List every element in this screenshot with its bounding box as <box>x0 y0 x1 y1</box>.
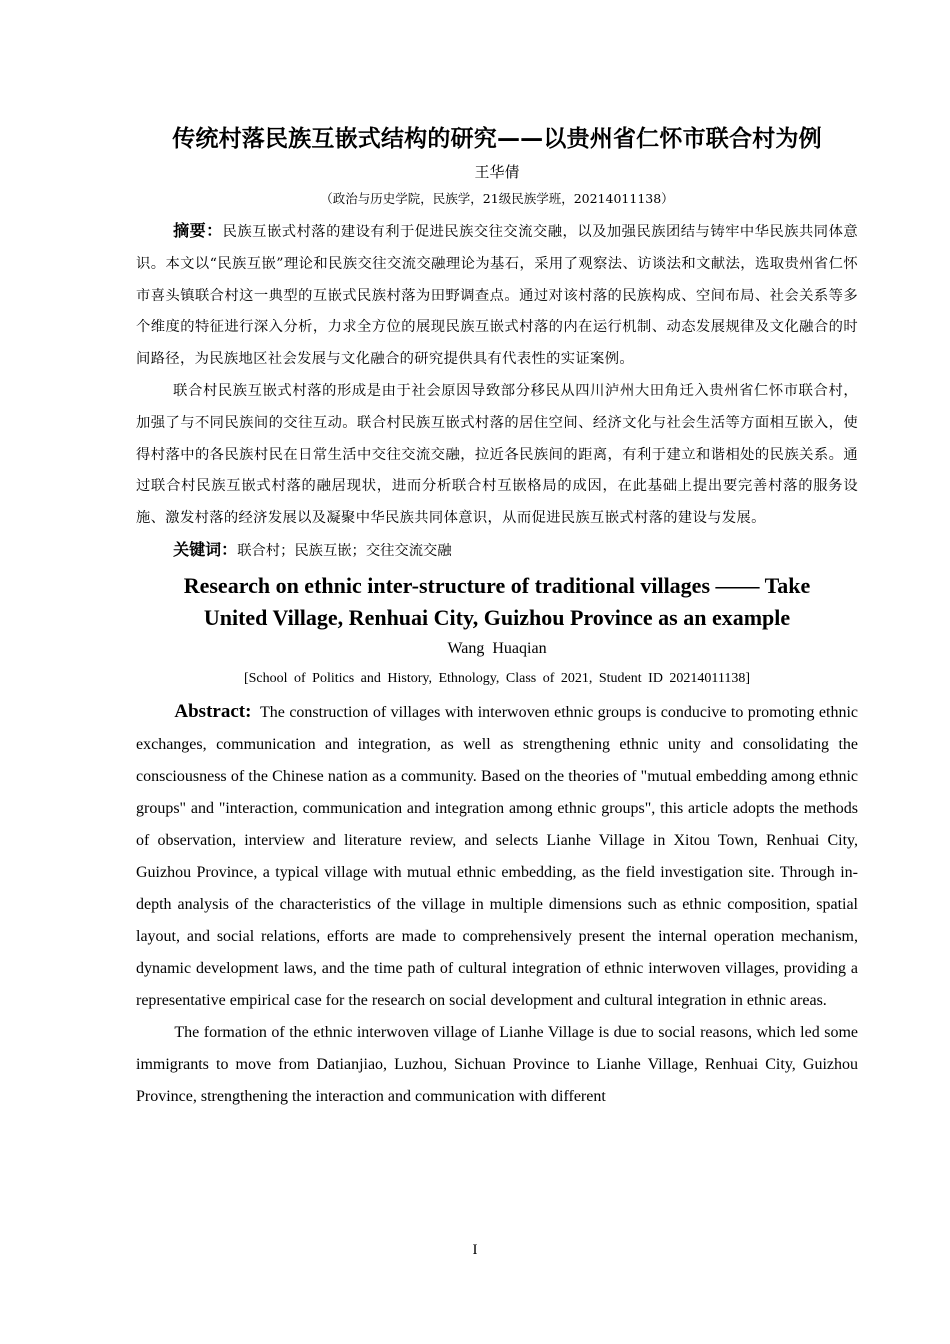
chinese-title: 传统村落民族互嵌式结构的研究——以贵州省仁怀市联合村为例 <box>172 126 822 152</box>
english-title-line-2: United Village, Renhuai City, Guizhou Province as an example <box>203 604 791 630</box>
chinese-abstract-text: 民族互嵌式村落的建设有利于促进民族交往交流交融，以及加强民族团结与铸牢中华民族共同体意识。本文以“民族互嵌”理论和民族交往交流交融理论为基石，采用了观察法、访谈法和文献法，选取贵州省仁怀市喜头镇联合村这一典型的互嵌式民族村落为田野调查点。通过对该村落的民族构成、空间布局、社会关系等多个维度的特征进行深入分析，力求全方位的展现民族互嵌式村落的内在运行机制、动态发展规律及文化融合的时间路径，为民族地区社会发展与文化融合的研究提供具有代表性的实证案例。 <box>136 224 858 368</box>
english-paragraph-2: The formation of the ethnic interwoven village of Lianhe Village is due to social reasons, which led some immigrants to move from Datianjiao, Luzhou, Sichuan Province to Lianhe Village, Renhuai City, Guizhou Province, strengthening the interaction and communication with different <box>136 1023 858 1105</box>
chinese-keywords-text: 联合村；民族互嵌；交往交流交融 <box>237 542 452 559</box>
chinese-paragraph-2: 联合村民族互嵌式村落的形成是由于社会原因导致部分移民从四川泸州大田角迁入贵州省仁怀市联合村，加强了与不同民族间的交往互动。联合村民族互嵌式村落的居住空间、经济文化与社会生活等方面相互嵌入，使得村落中的各民族村民在日常生活中交往交流交融，拉近各民族间的距离，有利于建立和谐相处的民族关系。通过联合村民族互嵌式村落的融居现状，进而分析联合村互嵌格局的成因，在此基础上提出要完善村落的服务设施、激发村落的经济发展以及凝聚中华民族共同体意识，从而促进民族互嵌式村落的建设与发展。 <box>136 382 858 527</box>
page-number: I <box>472 1242 478 1258</box>
english-abstract-text: The construction of villages with interwoven ethnic groups is conducive to promoting ethnic exchanges, communication and integration, as well as strengthening ethnic unity and consolidating the consciousness of the Chinese nation as a community. Based on the theories of "mutual embedding among ethnic groups" and "interaction, communication and integration among ethnic groups", this article adopts the methods of observation, interview and literature review, and selects Lianhe Village in Xitou Town, Renhuai City, Guizhou Province, a typical village with mutual ethnic embedding, as the field investigation site. Through in-depth analysis of the characteristics of the village in multiple dimensions such as ethnic composition, spatial layout, and social relations, efforts are made to comprehensively present the internal operation mechanism, dynamic development laws, and the time path of cultural integration of ethnic interwoven villages, providing a representative empirical case for the research on social development and cultural integration in ethnic areas. <box>136 703 858 1009</box>
chinese-abstract-label: 摘要： <box>173 221 223 240</box>
paper-page <box>136 118 858 1113</box>
chinese-author: 王华倩 <box>474 163 520 181</box>
english-abstract <box>136 696 858 1017</box>
chinese-keywords <box>136 535 858 566</box>
chinese-affiliation: （政治与历史学院，民族学，21级民族学班，20214011138） <box>320 191 674 206</box>
chinese-keywords-label: 关键词： <box>173 539 238 559</box>
english-affiliation: [School of Politics and History, Ethnology, Class of 2021, Student ID 20214011138] <box>243 670 751 686</box>
english-title-line-1: Research on ethnic inter-structure of traditional villages —— Take <box>183 572 811 598</box>
chinese-abstract <box>136 215 858 376</box>
english-author: Wang Huaqian <box>447 639 547 657</box>
english-title <box>136 570 858 634</box>
english-abstract-label: Abstract: <box>174 700 252 722</box>
